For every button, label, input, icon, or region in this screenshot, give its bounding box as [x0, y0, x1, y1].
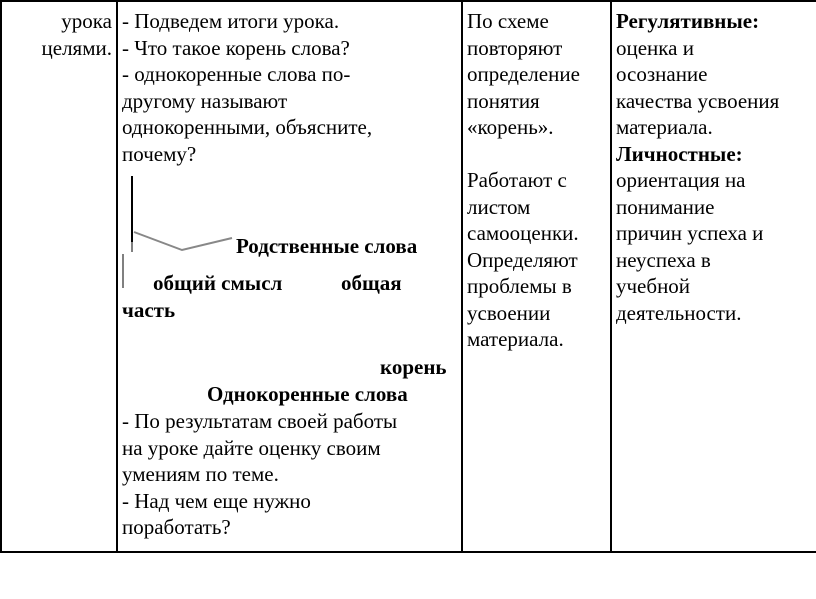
text-line: повторяют	[467, 35, 563, 60]
text-line: Определяют	[467, 247, 578, 272]
text-line: определение	[467, 62, 580, 86]
text-line: другому называют	[122, 88, 288, 113]
text-line: неуспеха в	[616, 247, 711, 272]
column-divider-1	[116, 0, 118, 553]
text-line: понимание	[616, 194, 715, 219]
column-3-cell	[467, 8, 607, 353]
column-4-cell	[616, 8, 816, 326]
text-line: самооценки.	[467, 221, 579, 245]
text-line: осознание	[616, 62, 708, 86]
table-top-border	[0, 0, 816, 2]
column-divider-3	[610, 0, 612, 553]
text-line: причин успеха и	[616, 221, 764, 245]
diagram-label-cognates: Однокоренные слова	[207, 382, 408, 406]
column-1-line: целями.	[41, 35, 112, 60]
text-line: материала.	[616, 115, 713, 139]
column-2-top-text	[122, 8, 458, 167]
text-line: - Что такое корень слова?	[122, 35, 350, 60]
text-line: умениям по теме.	[122, 462, 279, 486]
column-divider-2	[461, 0, 463, 553]
diagram-label-part: часть	[122, 298, 176, 322]
text-line: - Подведем итоги урока.	[122, 9, 340, 33]
text-line: Работают с	[467, 168, 567, 192]
text-line: усвоении	[467, 300, 551, 325]
text-line: По схеме	[467, 9, 549, 33]
text-line: деятельности.	[616, 300, 742, 325]
text-line: поработать?	[122, 515, 231, 539]
text-line: однокоренными, объясните,	[122, 115, 373, 139]
text-line: материала.	[467, 327, 564, 351]
diagram-connector-line	[134, 232, 232, 250]
diagram-label-related-words: Родственные слова	[236, 234, 418, 258]
diagram-label-common: общая	[341, 271, 402, 295]
text-line: оценка и	[616, 35, 694, 60]
diagram-label-common-meaning: общий смысл	[153, 271, 283, 295]
text-line: проблемы в	[467, 274, 572, 298]
heading-regulatory: Регулятивные:	[616, 9, 760, 33]
text-line: листом	[467, 194, 531, 219]
text-line: понятия	[467, 88, 540, 113]
text-line: учебной	[616, 274, 691, 298]
diagram-label-root: корень	[380, 355, 447, 379]
column-2-bottom-text	[122, 408, 458, 541]
column-1-line: урока	[61, 9, 112, 33]
text-line: - Над чем еще нужно	[122, 488, 311, 513]
text-line: на уроке дайте оценку своим	[122, 435, 381, 460]
text-line: почему?	[122, 141, 197, 166]
column-1-cell	[10, 8, 112, 61]
text-line: ориентация на	[616, 168, 746, 192]
table-left-border	[0, 0, 2, 553]
text-line: «корень».	[467, 115, 554, 139]
text-line: - однокоренные слова по-	[122, 62, 351, 86]
text-line: качества усвоения	[616, 88, 780, 113]
table-bottom-border	[0, 551, 816, 553]
paragraph-spacer	[467, 141, 607, 168]
heading-personal: Личностные:	[616, 141, 743, 166]
text-line: - По результатам своей работы	[122, 409, 398, 433]
